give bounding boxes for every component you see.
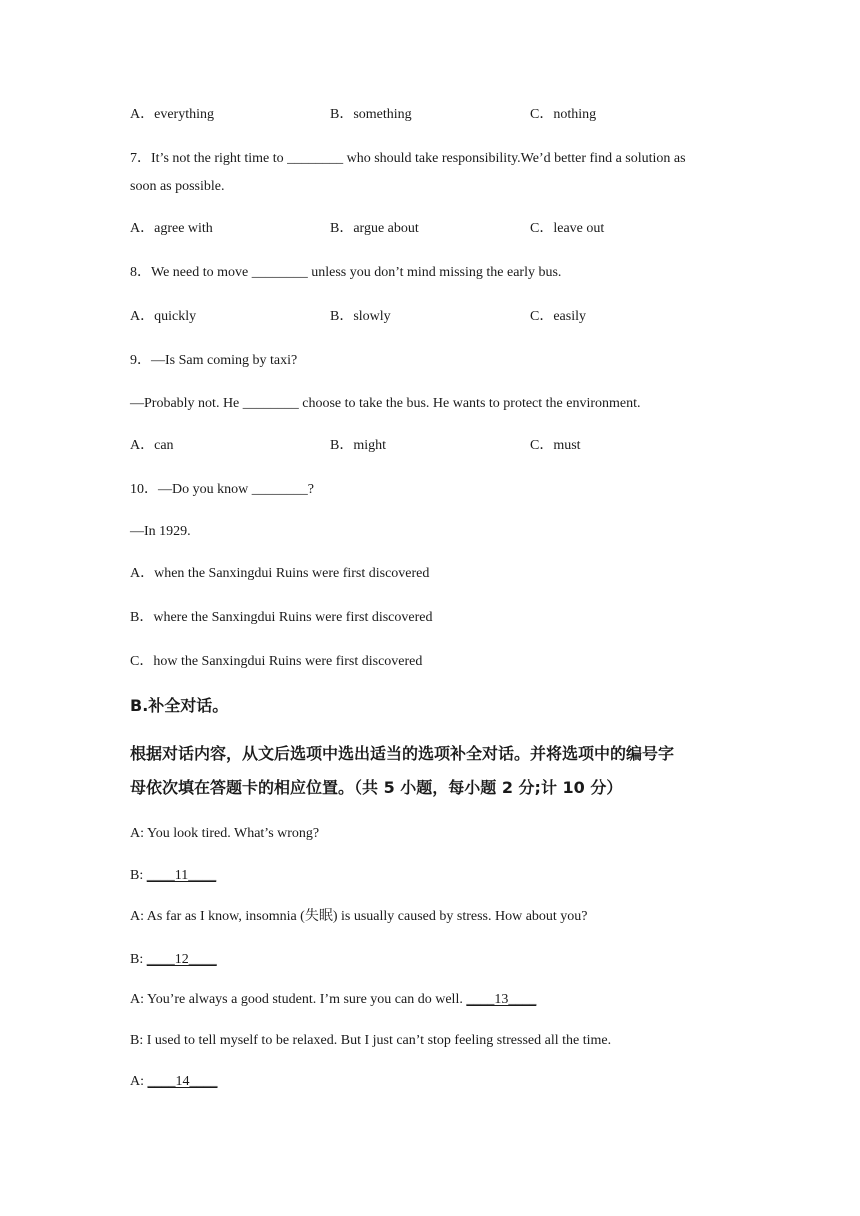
dialogue-line-2 (130, 866, 216, 886)
q7-option-c: C．leave out (530, 221, 605, 236)
q9-stem: 9．—Is Sam coming by taxi? (130, 353, 298, 368)
section-b-instruction-line1: 根据对话内容，从文后选项中选出适当的选项补全对话。并将选项中的编号字 (130, 744, 675, 763)
q8-stem: 8．We need to move ________ unless you don’t mind missing the early bus. (130, 265, 562, 280)
dialogue-line-6: B: I used to tell myself to be relaxed. But I just can’t stop feeling stressed all the time. (130, 1033, 612, 1048)
q9-reply: —Probably not. He ________ choose to take the bus. He wants to protect the environment. (130, 396, 641, 411)
section-b-instruction-line2: 母依次填在答题卡的相应位置。（共 5 小题，每小题 2 分;计 10 分） (130, 778, 623, 797)
q10-reply: —In 1929. (130, 524, 191, 539)
q9-option-a: A．can (130, 438, 174, 453)
answer-blank-14: ____14____ (147, 1074, 218, 1089)
q7-stem-line2: soon as possible. (130, 179, 225, 194)
q10-option-a: A．when the Sanxingdui Ruins were first discovered (130, 566, 430, 581)
q6-option-c: C．nothing (530, 107, 597, 122)
dialogue-line-5 (130, 990, 536, 1010)
q10-option-b: B．where the Sanxingdui Ruins were first discovered (130, 610, 433, 625)
q8-option-b: B．slowly (330, 309, 391, 324)
q7-option-a: A．agree with (130, 221, 213, 236)
q10-option-c: C．how the Sanxingdui Ruins were first discovered (130, 654, 423, 669)
q9-option-b: B．might (330, 438, 387, 453)
speaker-label: B: (130, 952, 147, 967)
answer-blank-12: ____12____ (146, 952, 217, 967)
speaker-label: A: (130, 1074, 148, 1089)
q6-option-a: A．everything (130, 107, 214, 122)
q6-option-b: B．something (330, 107, 412, 122)
q8-option-c: C．easily (530, 309, 586, 324)
q7-option-b: B．argue about (330, 221, 419, 236)
q9-option-c: C．must (530, 438, 581, 453)
section-b-title: B.补全对话。 (130, 696, 229, 715)
answer-blank-11: ____11____ (146, 868, 217, 883)
dialogue-line-4 (130, 950, 217, 970)
speaker-label: B: (130, 868, 147, 883)
q8-option-a: A．quickly (130, 309, 197, 324)
q10-stem: 10．—Do you know ________? (130, 482, 314, 497)
q7-stem-line1: 7．It’s not the right time to ________ who should take responsibility.We’d better find a solution as (130, 151, 686, 166)
dialogue-line-5-text: A: You’re always a good student. I’m sure you can do well. (130, 992, 467, 1007)
dialogue-line-7 (130, 1072, 218, 1092)
answer-blank-13: ____13____ (466, 992, 537, 1007)
dialogue-line-1: A: You look tired. What’s wrong? (130, 826, 320, 841)
dialogue-line-3: A: As far as I know, insomnia (失眠) is usually caused by stress. How about you? (130, 909, 588, 924)
